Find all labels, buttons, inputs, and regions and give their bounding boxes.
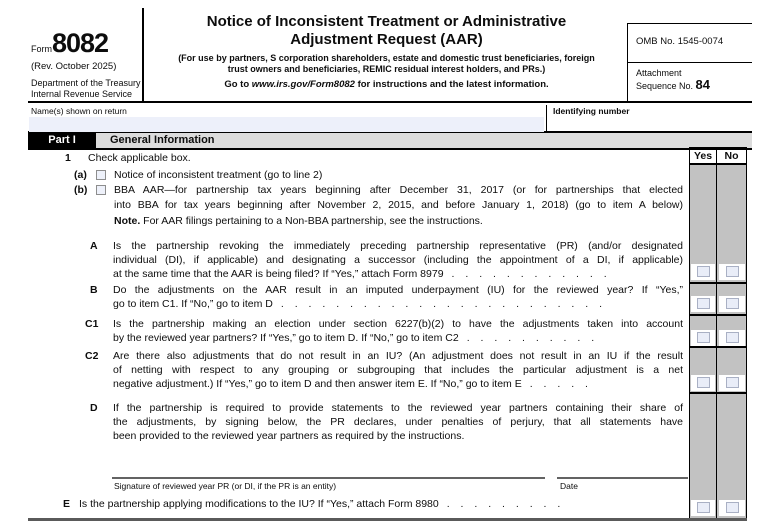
- dot-leader: . . . . .: [529, 378, 588, 390]
- yes-no-columns: [689, 147, 747, 525]
- sequence-number: 84: [695, 77, 711, 92]
- itemC2-line1: Are there also adjustments that do not result in an IU? (An adjustment does not result in an IU if the result: [113, 350, 683, 362]
- itemC2-last-text: negative adjustment.) If “Yes,” go to item D and then answer item E. If “No,” go to item E: [113, 378, 522, 390]
- omb-block: [627, 23, 752, 103]
- dot-leader: . . . . . . . . .: [446, 498, 561, 510]
- itemA-no-cell: [719, 264, 745, 280]
- itemE-label: E: [63, 498, 71, 510]
- line1a-text: Notice of inconsistent treatment (go to line 2): [114, 169, 323, 181]
- itemE-no-checkbox[interactable]: [726, 502, 739, 513]
- form-word: Form: [31, 44, 52, 54]
- agency-line: Internal Revenue Service: [31, 88, 133, 99]
- itemA-no-checkbox[interactable]: [726, 266, 739, 277]
- identifying-number-cell: [546, 105, 752, 133]
- goto-instructions-line: [146, 79, 627, 90]
- itemA-yes-cell: [691, 264, 715, 280]
- column-separator: [689, 314, 747, 316]
- form-header: [28, 8, 752, 103]
- itemC2-yes-checkbox[interactable]: [697, 377, 710, 388]
- itemE-yes-checkbox[interactable]: [697, 502, 710, 513]
- itemB-yes-checkbox[interactable]: [697, 298, 710, 309]
- form-number-block: [28, 8, 144, 103]
- line1b-label: (b): [74, 184, 88, 196]
- itemD-line1: If the partnership is required to provide statements to the reviewed year partners containing their share of: [113, 402, 683, 414]
- itemB-no-checkbox[interactable]: [726, 298, 739, 309]
- itemC2-line2: of netting with respect to any grouping or subgrouping that includes the particular adjustment is a net: [113, 364, 683, 376]
- dot-leader: . . . . . . . . . . . .: [451, 268, 607, 280]
- itemA-yes-checkbox[interactable]: [697, 266, 710, 277]
- itemE-yes-cell: [691, 500, 715, 516]
- itemE-last-line: [79, 498, 560, 511]
- itemC2-yes-cell: [691, 375, 715, 391]
- itemE-answer-row: [689, 500, 747, 516]
- itemB-last-line: [113, 298, 602, 311]
- itemA-last-text: at the same time that the AAR is being filed? If “Yes,” attach Form 8979: [113, 268, 444, 280]
- itemC2-no-checkbox[interactable]: [726, 377, 739, 388]
- line1a-checkbox[interactable]: [96, 170, 106, 180]
- note-label: Note.: [114, 215, 141, 227]
- part1-label: Part I: [28, 133, 96, 148]
- itemC1-answer-row: [689, 330, 747, 346]
- line1b-text-line2: into BBA for tax years beginning after November 2, 2015, and before January 1, 2018) (go to item A below): [114, 199, 683, 211]
- page-bottom-rule: [28, 518, 747, 521]
- yes-no-header: [689, 147, 747, 165]
- itemB-no-cell: [719, 296, 745, 312]
- itemC2-no-cell: [719, 375, 745, 391]
- attachment-label: Attachment: [636, 68, 682, 78]
- line1b-checkbox[interactable]: [96, 185, 106, 195]
- for-use-line2: trust owners and beneficiaries, REMIC residual interest holders, and PRs.): [227, 64, 546, 74]
- itemE-last-text: Is the partnership applying modifications to the IU? If “Yes,” attach Form 8980: [79, 498, 439, 510]
- itemC1-no-cell: [719, 330, 745, 346]
- itemD-label: D: [90, 402, 98, 414]
- itemC1-no-checkbox[interactable]: [726, 332, 739, 343]
- itemB-yes-cell: [691, 296, 715, 312]
- itemC1-last-line: [113, 332, 594, 345]
- part1-title: General Information: [110, 134, 215, 146]
- itemB-last-text: go to item C1. If “No,” go to item D: [113, 298, 273, 310]
- date-line[interactable]: [557, 477, 688, 479]
- itemC1-line1: Is the partnership making an election under section 6227(b)(2) to have the adjustments taken into account: [113, 318, 683, 330]
- column-separator: [689, 346, 747, 348]
- yes-column-header: Yes: [689, 149, 717, 163]
- form-title-line2: Adjustment Request (AAR): [290, 31, 483, 48]
- form-title-line1: Notice of Inconsistent Treatment or Administrative: [206, 13, 567, 30]
- itemC1-yes-cell: [691, 330, 715, 346]
- line1-number: 1: [65, 152, 71, 164]
- itemC2-answer-row: [689, 375, 747, 391]
- identity-row: [28, 105, 752, 133]
- line1b-text-line1: BBA AAR—for partnership tax years beginning after December 31, 2017 (or for partnerships that elected: [114, 184, 683, 196]
- itemD-last-line: been provided to the reviewed year partners as required by the instructions.: [113, 430, 465, 442]
- identifying-number-input[interactable]: [549, 117, 749, 132]
- itemC2-label: C2: [85, 350, 99, 362]
- part1-header-bar: [28, 133, 752, 150]
- dot-leader: . . . . . . . . . .: [466, 332, 595, 344]
- identifying-number-label: Identifying number: [553, 106, 630, 116]
- itemE-no-cell: [719, 500, 745, 516]
- column-separator: [689, 392, 747, 394]
- form-url-link[interactable]: www.irs.gov/Form8082: [251, 79, 355, 90]
- for-use-line1: (For use by partners, S corporation shareholders, estate and domestic trust beneficiaries, foreign: [178, 53, 595, 63]
- name-input[interactable]: [29, 117, 544, 132]
- itemA-line2: individual (DI), if applicable) and designating a successor (including the appointment of a DI, if applicable): [113, 254, 683, 266]
- form-number: 8082: [52, 28, 109, 58]
- itemD-line2: the adjustments, by signing below, the PR declares, under penalties of perjury, that all statements have: [113, 416, 683, 428]
- form-title-block: [146, 8, 627, 103]
- no-column-header: No: [717, 149, 747, 163]
- itemB-line1: Do the adjustments on the AAR result in an imputed underpayment (IU) for the reviewed year? If “Yes,”: [113, 284, 683, 296]
- goto-prefix: Go to: [224, 79, 252, 90]
- itemA-answer-row: [689, 264, 747, 280]
- signature-line[interactable]: [112, 477, 545, 479]
- itemA-last-line: [113, 268, 607, 281]
- note-text: For AAR filings pertaining to a Non-BBA partnership, see the instructions.: [140, 215, 483, 227]
- itemA-line1: Is the partnership revoking the immediately preceding partnership representative (PR) (and/or designated: [113, 240, 683, 252]
- itemC1-label: C1: [85, 318, 99, 330]
- form-revision: (Rev. October 2025): [31, 61, 117, 72]
- itemA-label: A: [90, 240, 98, 252]
- goto-suffix: for instructions and the latest information.: [354, 79, 549, 90]
- itemC2-last-line: [113, 378, 588, 391]
- line1b-note: [114, 215, 483, 228]
- itemC1-yes-checkbox[interactable]: [697, 332, 710, 343]
- date-label: Date: [560, 481, 578, 491]
- line1a-label: (a): [74, 169, 87, 181]
- omb-number: OMB No. 1545-0074: [636, 36, 724, 47]
- department-line: Department of the Treasury: [31, 78, 141, 88]
- itemB-answer-row: [689, 296, 747, 312]
- line1-text: Check applicable box.: [88, 152, 191, 164]
- signature-label: Signature of reviewed year PR (or DI, if the PR is an entity): [114, 481, 337, 491]
- column-separator: [689, 282, 747, 284]
- itemB-label: B: [90, 284, 98, 296]
- dot-leader: . . . . . . . . . . . . . . . . . . . . . . . .: [280, 298, 603, 310]
- itemC1-last-text: by the reviewed year partners? If “Yes,” go to item D. If “No,” go to item C2: [113, 332, 459, 344]
- name-label: Name(s) shown on return: [31, 106, 127, 116]
- sequence-label: Sequence No.: [636, 81, 696, 91]
